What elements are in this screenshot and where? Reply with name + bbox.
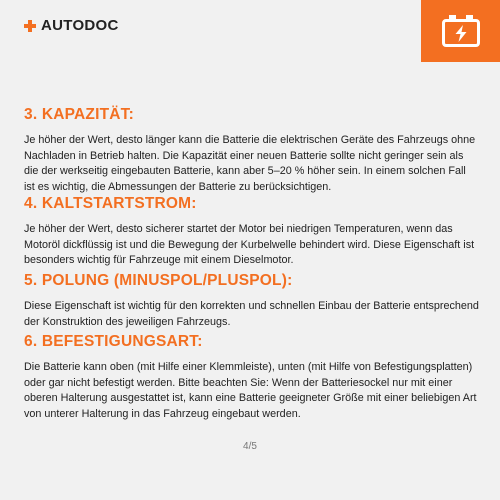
plus-logo-icon — [24, 20, 36, 32]
section-cold-cranking — [24, 195, 479, 269]
section-body: Diese Eigenschaft ist wichtig für den korrekten und schnellen Einbau der Batterie entsprechend der Konstruktion des jeweiligen Fahrzeugs. — [24, 300, 479, 328]
section-title: 4. KALTSTARTSTROM: — [24, 195, 197, 212]
brand-header — [24, 17, 119, 34]
section-title: 5. POLUNG (MINUSPOL/PLUSPOL): — [24, 272, 293, 289]
section-title: 6. BEFESTIGUNGSART: — [24, 333, 203, 350]
page-number: 4/5 — [243, 441, 257, 452]
section-body: Je höher der Wert, desto sicherer startet der Motor bei niedrigen Temperaturen, wenn das Motoröl dickflüssig ist und die Bewegung der Kurbelwelle behindert wird. Diese Eigenschaft ist besonders wichtig für Fahrzeuge mit einem Dieselmotor. — [24, 223, 475, 267]
brand-name: AUTODOC — [41, 17, 119, 34]
battery-charging-icon — [441, 14, 481, 48]
section-mounting — [24, 333, 479, 422]
section-body: Die Batterie kann oben (mit Hilfe einer Klemmleiste), unten (mit Hilfe von Befestigungsplatten) oder gar nicht befestigt werden. Bitte beachten Sie: Wenn der Batteriesockel nur mit einer oberen Halterung ausgestattet ist, kann eine Batterie geeigneter Größe mit einer beliebigen Art von unterer Halterung in das Fahrzeug eingebaut werden. — [24, 361, 477, 420]
section-title: 3. KAPAZITÄT: — [24, 106, 134, 123]
section-body: Je höher der Wert, desto länger kann die Batterie die elektrischen Geräte des Fahrzeugs ohne Nachladen in Betrieb halten. Die Kapazität einer neuen Batterie sollte nicht geringer sein als die der werkseitig eingebauten Batterie, kann aber 5–20 % höher sein. In einem solchen Fall ist es wichtig, die Abmessungen der Batterie zu berücksichtigen. — [24, 134, 476, 193]
section-capacity — [24, 106, 479, 195]
category-badge — [421, 0, 500, 62]
section-polarity — [24, 272, 479, 330]
